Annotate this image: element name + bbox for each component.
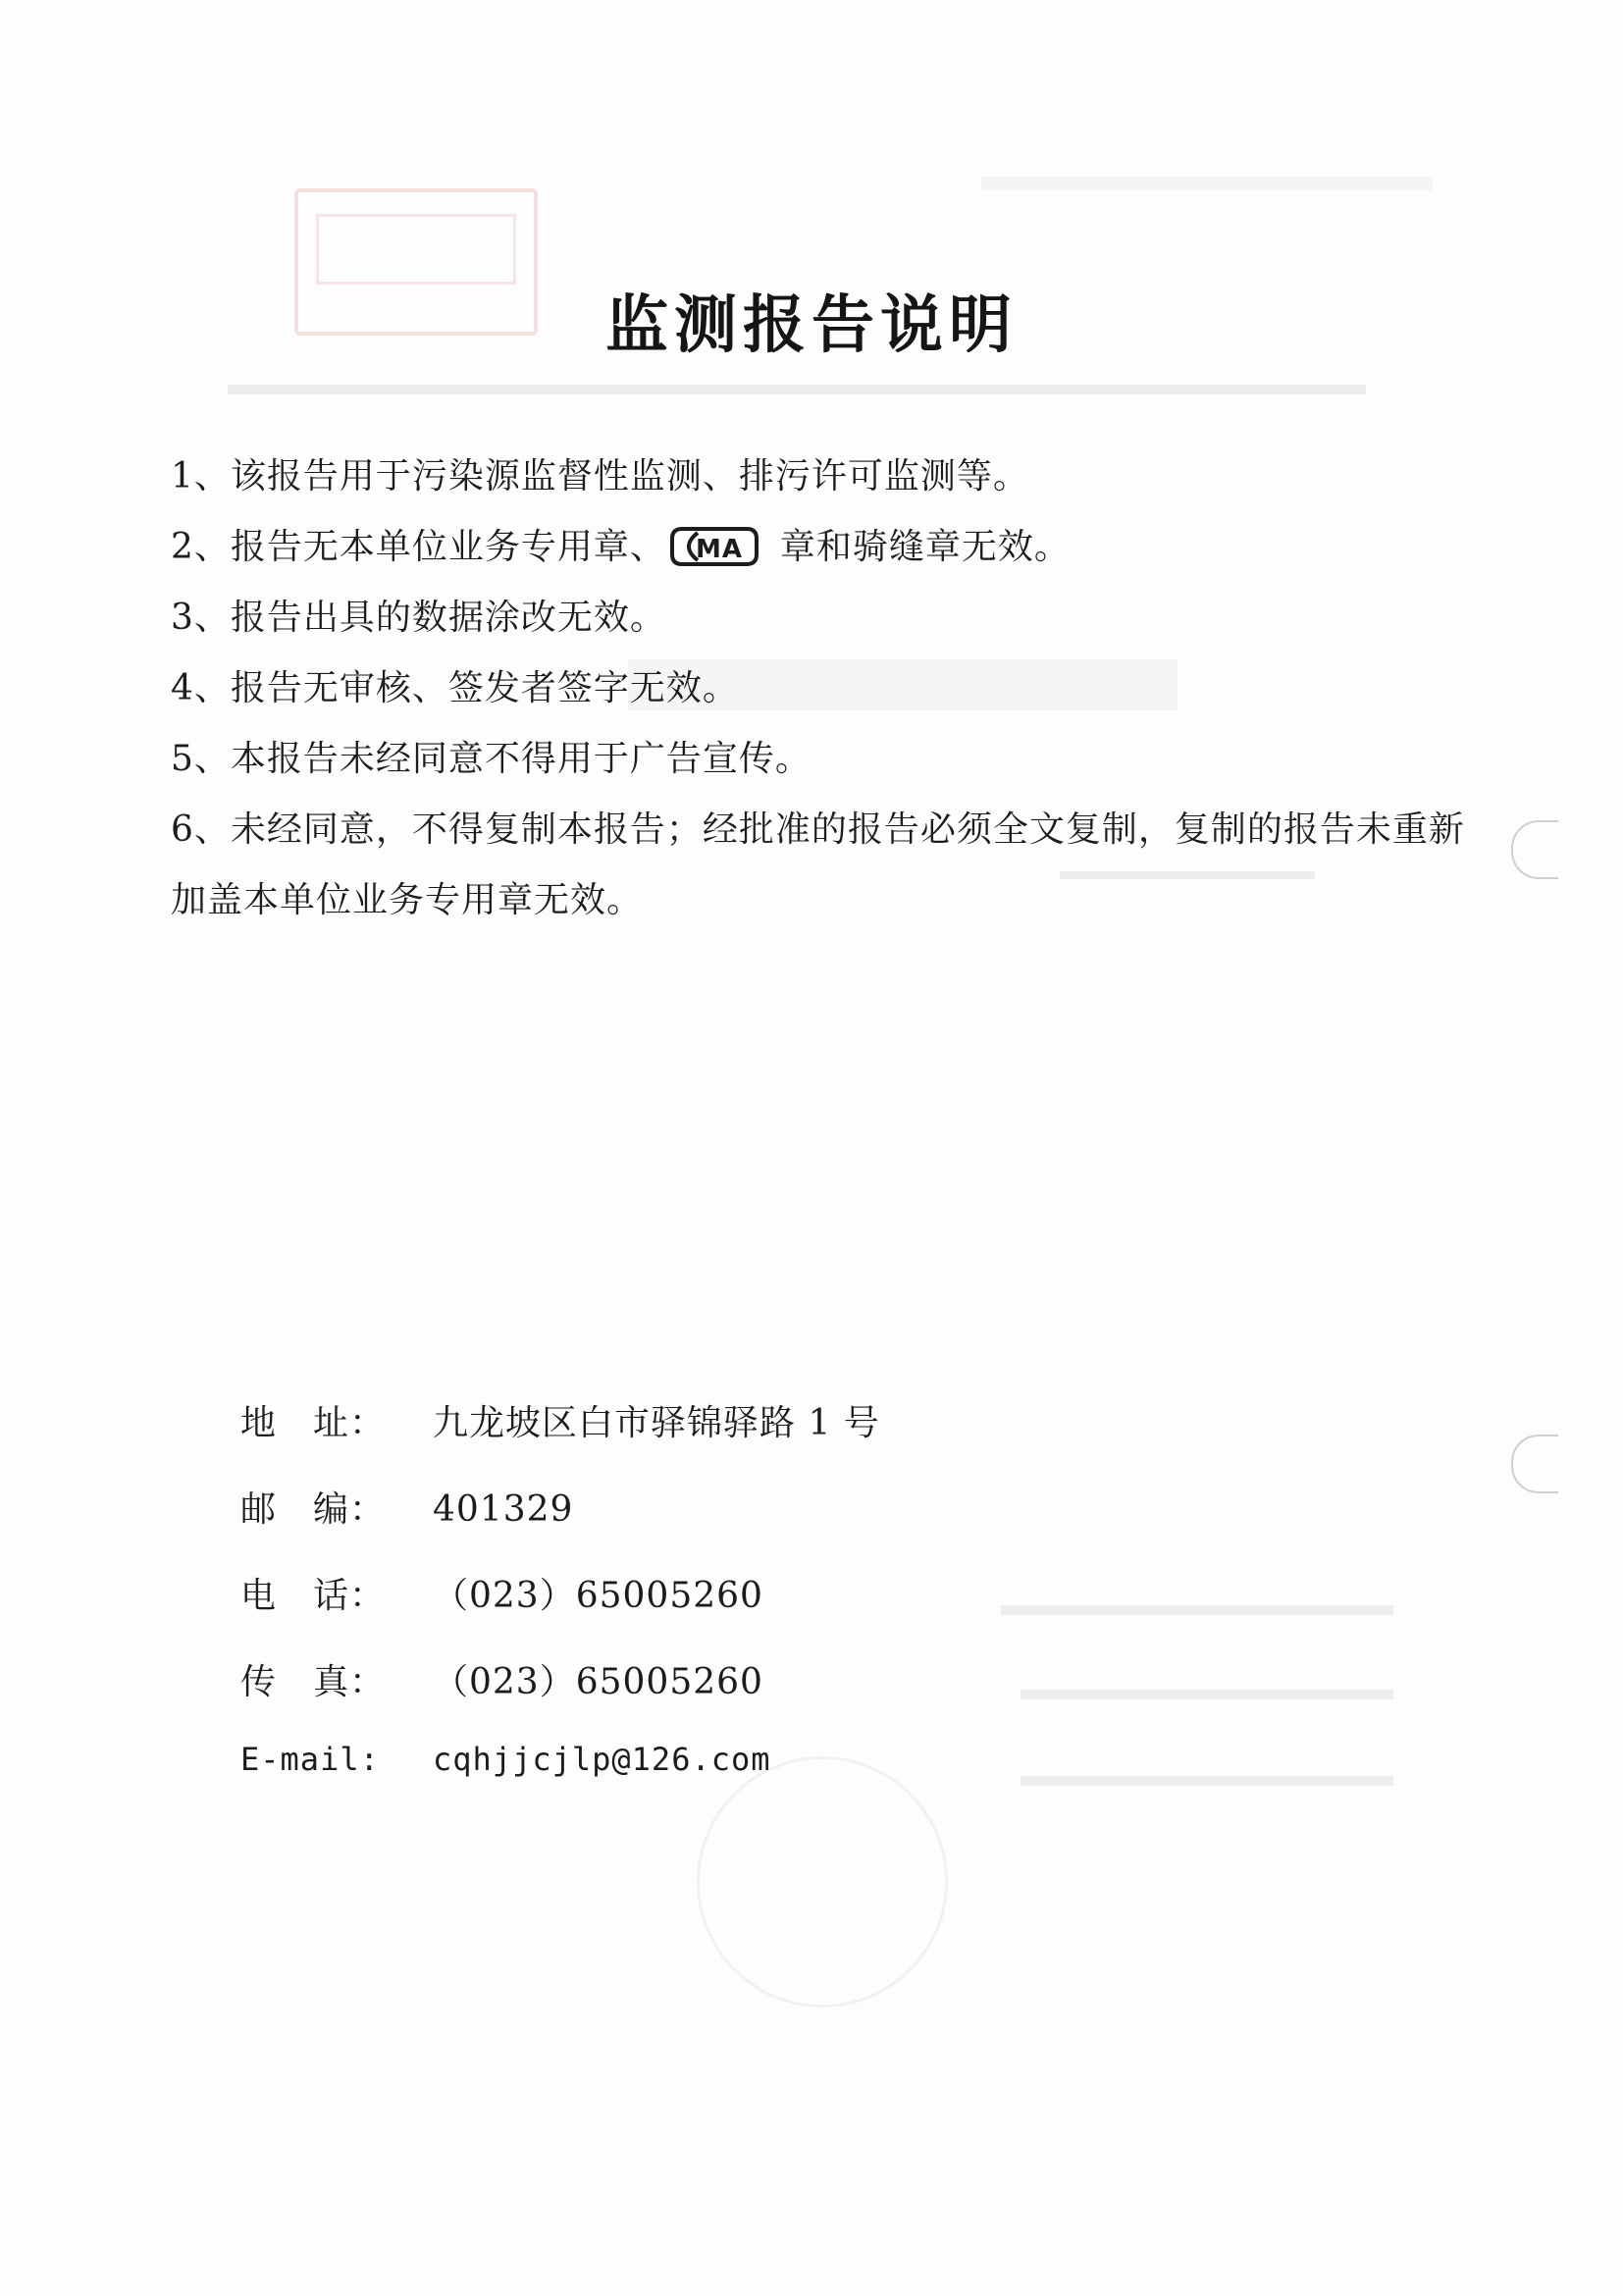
contact-info xyxy=(240,1395,1124,1827)
cma-mark-text: MA xyxy=(695,535,743,564)
postcode-value: 401329 xyxy=(433,1489,574,1530)
phone-label: 电 话： xyxy=(240,1576,387,1616)
address-value: 九龙坡区白市驿锦驿路 1 号 xyxy=(433,1403,880,1443)
phone-row xyxy=(240,1568,1124,1654)
postcode-row xyxy=(240,1482,1124,1568)
page-title: 监测报告说明 xyxy=(605,288,1018,362)
fax-label: 传 真： xyxy=(240,1662,387,1702)
fax-value: （023）65005260 xyxy=(433,1662,763,1702)
cma-mark-icon xyxy=(668,525,760,568)
binding-hole xyxy=(1511,1435,1558,1493)
email-value: cqhjjcjlp@126.com xyxy=(433,1741,771,1778)
note-item-2-after: 章和骑缝章无效。 xyxy=(779,527,1071,567)
notes-list xyxy=(171,453,1466,960)
note-item-2-before: 2、报告无本单位业务专用章、 xyxy=(171,527,666,567)
binding-hole xyxy=(1511,820,1558,879)
bleed-through-line xyxy=(228,385,1366,394)
note-item-4: 4、报告无审核、签发者签字无效。 xyxy=(171,668,739,708)
note-item-6: 6、未经同意，不得复制本报告；经批准的报告必须全文复制，复制的报告未重新加盖本单位业务专用章无效。 xyxy=(171,809,1465,920)
email-label: E-mail: xyxy=(240,1741,380,1778)
address-row xyxy=(240,1395,1124,1482)
note-item-1: 1、该报告用于污染源监督性监测、排污许可监测等。 xyxy=(171,456,1029,496)
email-row xyxy=(240,1741,1124,1827)
note-item-3: 3、报告出具的数据涂改无效。 xyxy=(171,598,666,638)
phone-value: （023）65005260 xyxy=(433,1576,763,1616)
postcode-label: 邮 编： xyxy=(240,1489,387,1530)
note-item-5: 5、本报告未经同意不得用于广告宣传。 xyxy=(171,739,812,779)
note-item-2 xyxy=(171,524,1466,571)
bleed-through-line xyxy=(981,177,1433,190)
address-label: 地 址： xyxy=(240,1403,387,1443)
fax-row xyxy=(240,1654,1124,1741)
